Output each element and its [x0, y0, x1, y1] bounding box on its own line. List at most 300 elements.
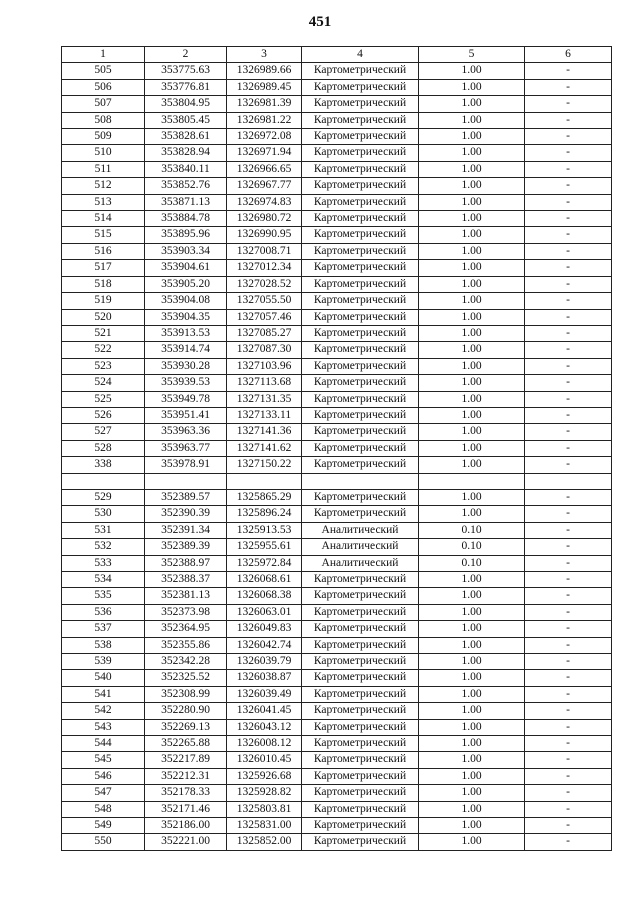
table-row: [62, 834, 612, 850]
table-cell: 1.00: [419, 358, 525, 374]
table-cell: -: [525, 194, 612, 210]
table-cell: [419, 473, 525, 489]
table-cell: 1.00: [419, 834, 525, 850]
table-cell: 352364.95: [145, 621, 227, 637]
table-cell: 1327150.22: [227, 457, 302, 473]
table-cell: -: [525, 719, 612, 735]
table-cell: 1.00: [419, 621, 525, 637]
table-row: [62, 407, 612, 423]
table-cell: Картометрический: [302, 325, 419, 341]
table-cell: 0.10: [419, 539, 525, 555]
table-cell: 1.00: [419, 424, 525, 440]
table-cell: 353828.61: [145, 129, 227, 145]
table-cell: 1326967.77: [227, 178, 302, 194]
table-cell: 353828.94: [145, 145, 227, 161]
table-cell: 1326971.94: [227, 145, 302, 161]
table-cell: 1.00: [419, 506, 525, 522]
table-cell: 1327133.11: [227, 407, 302, 423]
table-row: [62, 555, 612, 571]
table-cell: 524: [62, 375, 145, 391]
table-cell: 539: [62, 654, 145, 670]
table-cell: 1326974.83: [227, 194, 302, 210]
table-cell: 549: [62, 818, 145, 834]
table-cell: Аналитический: [302, 539, 419, 555]
table-cell: 1327008.71: [227, 243, 302, 259]
table-cell: 525: [62, 391, 145, 407]
table-cell: 352389.57: [145, 489, 227, 505]
table-cell: 550: [62, 834, 145, 850]
table-cell: -: [525, 457, 612, 473]
table-cell: 1.00: [419, 293, 525, 309]
table-cell: -: [525, 243, 612, 259]
table-cell: 1.00: [419, 211, 525, 227]
table-cell: 1.00: [419, 145, 525, 161]
table-cell: Аналитический: [302, 555, 419, 571]
table-cell: -: [525, 276, 612, 292]
table-cell: -: [525, 637, 612, 653]
table-cell: -: [525, 654, 612, 670]
table-cell: -: [525, 63, 612, 79]
table-cell: Картометрический: [302, 686, 419, 702]
table-cell: Картометрический: [302, 96, 419, 112]
table-cell: 1.00: [419, 96, 525, 112]
table-cell: -: [525, 407, 612, 423]
table-cell: -: [525, 752, 612, 768]
table-cell: 1326989.66: [227, 63, 302, 79]
table-cell: 1325896.24: [227, 506, 302, 522]
table-cell: 1.00: [419, 588, 525, 604]
table-cell: Картометрический: [302, 768, 419, 784]
table-cell: 541: [62, 686, 145, 702]
table-row: [62, 391, 612, 407]
table-cell: 1327103.96: [227, 358, 302, 374]
table-cell: 519: [62, 293, 145, 309]
table-cell: -: [525, 686, 612, 702]
table-cell: 543: [62, 719, 145, 735]
table-cell: 523: [62, 358, 145, 374]
table-row: [62, 818, 612, 834]
table-cell: Картометрический: [302, 260, 419, 276]
table-cell: Картометрический: [302, 161, 419, 177]
table-cell: -: [525, 670, 612, 686]
table-row: [62, 309, 612, 325]
table-cell: Картометрический: [302, 342, 419, 358]
table-cell: 352280.90: [145, 703, 227, 719]
table-cell: 534: [62, 571, 145, 587]
table-cell: 1.00: [419, 818, 525, 834]
table-cell: 1326063.01: [227, 604, 302, 620]
table-cell: 1.00: [419, 243, 525, 259]
table-cell: 1325928.82: [227, 785, 302, 801]
table-cell: Картометрический: [302, 309, 419, 325]
table-cell: Картометрический: [302, 227, 419, 243]
table-cell: 352265.88: [145, 736, 227, 752]
table-cell: 353963.77: [145, 440, 227, 456]
table-cell: Картометрический: [302, 194, 419, 210]
table-cell: -: [525, 112, 612, 128]
table-cell: 338: [62, 457, 145, 473]
table-cell: 1327141.62: [227, 440, 302, 456]
table-row: [62, 719, 612, 735]
table-cell: 1.00: [419, 703, 525, 719]
table-cell: 353904.35: [145, 309, 227, 325]
table-cell: 510: [62, 145, 145, 161]
table-cell: 516: [62, 243, 145, 259]
table-cell: -: [525, 309, 612, 325]
table-cell: 1.00: [419, 686, 525, 702]
table-cell: 352325.52: [145, 670, 227, 686]
table-row: [62, 211, 612, 227]
table-cell: 1.00: [419, 440, 525, 456]
table-row: [62, 63, 612, 79]
table-cell: 1.00: [419, 375, 525, 391]
table-cell: 352373.98: [145, 604, 227, 620]
table-cell: [525, 473, 612, 489]
table-cell: -: [525, 604, 612, 620]
table-row: [62, 506, 612, 522]
table-row: [62, 736, 612, 752]
table-cell: -: [525, 555, 612, 571]
table-cell: Картометрический: [302, 112, 419, 128]
table-cell: 538: [62, 637, 145, 653]
table-cell: 352186.00: [145, 818, 227, 834]
table-cell: 531: [62, 522, 145, 538]
table-cell: 353805.45: [145, 112, 227, 128]
table-cell: 353840.11: [145, 161, 227, 177]
table-cell: 1326966.65: [227, 161, 302, 177]
table-row: [62, 670, 612, 686]
table-cell: Картометрический: [302, 637, 419, 653]
table-cell: 353852.76: [145, 178, 227, 194]
table-cell: Картометрический: [302, 375, 419, 391]
table-cell: 353913.53: [145, 325, 227, 341]
table-cell: 546: [62, 768, 145, 784]
table-cell: 1327028.52: [227, 276, 302, 292]
table-cell: 352388.97: [145, 555, 227, 571]
table-cell: 1326039.79: [227, 654, 302, 670]
table-cell: 1.00: [419, 785, 525, 801]
table-cell: Картометрический: [302, 424, 419, 440]
table-cell: 352212.31: [145, 768, 227, 784]
table-row: [62, 145, 612, 161]
table-cell: 1.00: [419, 325, 525, 341]
table-cell: Картометрический: [302, 834, 419, 850]
table-cell: 1325926.68: [227, 768, 302, 784]
table-cell: -: [525, 785, 612, 801]
table-cell: 1325913.53: [227, 522, 302, 538]
table-cell: 353895.96: [145, 227, 227, 243]
table-cell: Картометрический: [302, 79, 419, 95]
table-cell: Картометрический: [302, 719, 419, 735]
table-cell: Картометрический: [302, 818, 419, 834]
table-cell: 1.00: [419, 489, 525, 505]
table-row: [62, 424, 612, 440]
table-cell: 1326990.95: [227, 227, 302, 243]
table-cell: 1325852.00: [227, 834, 302, 850]
table-cell: 1327057.46: [227, 309, 302, 325]
table-cell: Картометрический: [302, 571, 419, 587]
table-cell: 1.00: [419, 457, 525, 473]
table-row: [62, 457, 612, 473]
table-cell: 353905.20: [145, 276, 227, 292]
table-cell: 514: [62, 211, 145, 227]
table-cell: 1326980.72: [227, 211, 302, 227]
table-cell: 1.00: [419, 129, 525, 145]
table-cell: 353951.41: [145, 407, 227, 423]
table-row: [62, 752, 612, 768]
table-cell: Картометрический: [302, 440, 419, 456]
column-header: 6: [525, 47, 612, 63]
table-cell: 1327087.30: [227, 342, 302, 358]
table-cell: 533: [62, 555, 145, 571]
table-cell: 536: [62, 604, 145, 620]
table-cell: -: [525, 571, 612, 587]
table-cell: -: [525, 375, 612, 391]
table-row: [62, 358, 612, 374]
table-body: [62, 63, 612, 850]
table-cell: 1327055.50: [227, 293, 302, 309]
table-row: [62, 621, 612, 637]
column-header: 3: [227, 47, 302, 63]
table-cell: Картометрический: [302, 588, 419, 604]
table-cell: 1325803.81: [227, 801, 302, 817]
table-cell: -: [525, 801, 612, 817]
table-cell: 532: [62, 539, 145, 555]
table-cell: 542: [62, 703, 145, 719]
table-cell: 353904.08: [145, 293, 227, 309]
table-cell: Картометрический: [302, 457, 419, 473]
table-cell: -: [525, 621, 612, 637]
table-cell: -: [525, 227, 612, 243]
table-cell: 1.00: [419, 571, 525, 587]
table-row: [62, 342, 612, 358]
table-cell: -: [525, 440, 612, 456]
table-cell: -: [525, 260, 612, 276]
table-cell: 505: [62, 63, 145, 79]
table-cell: [145, 473, 227, 489]
table-cell: 353884.78: [145, 211, 227, 227]
table-row: [62, 637, 612, 653]
table-cell: Картометрический: [302, 145, 419, 161]
column-header: 2: [145, 47, 227, 63]
table-row: [62, 703, 612, 719]
table-cell: -: [525, 588, 612, 604]
table-cell: 1.00: [419, 227, 525, 243]
table-cell: Картометрический: [302, 801, 419, 817]
table-cell: 1.00: [419, 670, 525, 686]
table-row: [62, 260, 612, 276]
table-cell: -: [525, 129, 612, 145]
table-cell: [302, 473, 419, 489]
table-cell: 1325831.00: [227, 818, 302, 834]
table-cell: 1326068.38: [227, 588, 302, 604]
column-header: 4: [302, 47, 419, 63]
table-cell: 1.00: [419, 801, 525, 817]
table-row: [62, 129, 612, 145]
table-cell: 1326972.08: [227, 129, 302, 145]
table-cell: 1.00: [419, 260, 525, 276]
table-row: [62, 801, 612, 817]
table-cell: 512: [62, 178, 145, 194]
table-cell: 530: [62, 506, 145, 522]
table-cell: 353776.81: [145, 79, 227, 95]
table-cell: 547: [62, 785, 145, 801]
table-row: [62, 96, 612, 112]
table-cell: 353903.34: [145, 243, 227, 259]
table-cell: 353871.13: [145, 194, 227, 210]
table-header: [62, 47, 612, 63]
table-cell: 353930.28: [145, 358, 227, 374]
table-cell: Картометрический: [302, 211, 419, 227]
table-cell: 0.10: [419, 522, 525, 538]
table-cell: 1.00: [419, 342, 525, 358]
table-cell: -: [525, 325, 612, 341]
table-cell: Картометрический: [302, 276, 419, 292]
table-cell: 513: [62, 194, 145, 210]
table-cell: 535: [62, 588, 145, 604]
table-cell: 522: [62, 342, 145, 358]
table-cell: 540: [62, 670, 145, 686]
table-cell: Картометрический: [302, 670, 419, 686]
table-row: [62, 686, 612, 702]
table-cell: -: [525, 489, 612, 505]
table-cell: 352390.39: [145, 506, 227, 522]
coordinates-table: [61, 46, 612, 851]
table-cell: Картометрический: [302, 604, 419, 620]
table-cell: 1327131.35: [227, 391, 302, 407]
table-cell: 1326989.45: [227, 79, 302, 95]
table-cell: -: [525, 79, 612, 95]
table-cell: 353775.63: [145, 63, 227, 79]
header-row: [62, 47, 612, 63]
table-cell: 1326042.74: [227, 637, 302, 653]
table-cell: Картометрический: [302, 129, 419, 145]
table-cell: -: [525, 768, 612, 784]
table-cell: 1.00: [419, 719, 525, 735]
table-cell: -: [525, 522, 612, 538]
table-cell: 1326038.87: [227, 670, 302, 686]
table-cell: 507: [62, 96, 145, 112]
table-cell: Картометрический: [302, 178, 419, 194]
table-cell: 529: [62, 489, 145, 505]
table-row: [62, 276, 612, 292]
table-cell: Картометрический: [302, 293, 419, 309]
table-row: [62, 243, 612, 259]
table-cell: -: [525, 342, 612, 358]
table-row: [62, 571, 612, 587]
table-row: [62, 539, 612, 555]
table-cell: 1.00: [419, 112, 525, 128]
table-cell: -: [525, 703, 612, 719]
table-cell: 1325972.84: [227, 555, 302, 571]
table-cell: 352221.00: [145, 834, 227, 850]
table-cell: Картометрический: [302, 391, 419, 407]
table-cell: Картометрический: [302, 407, 419, 423]
table-cell: 1.00: [419, 654, 525, 670]
table-row: [62, 325, 612, 341]
table-cell: 537: [62, 621, 145, 637]
table-cell: Картометрический: [302, 489, 419, 505]
page-number: 451: [308, 14, 332, 30]
table-cell: 1327141.36: [227, 424, 302, 440]
table-cell: -: [525, 145, 612, 161]
table-row: [62, 768, 612, 784]
table-cell: 1.00: [419, 736, 525, 752]
table-row: [62, 522, 612, 538]
table-row: [62, 654, 612, 670]
table-row: [62, 79, 612, 95]
table-cell: 515: [62, 227, 145, 243]
table-cell: -: [525, 424, 612, 440]
table-row: [62, 293, 612, 309]
table-cell: Картометрический: [302, 506, 419, 522]
table-cell: 0.10: [419, 555, 525, 571]
table-row: [62, 785, 612, 801]
table-cell: [62, 473, 145, 489]
table-row: [62, 112, 612, 128]
table-cell: 1326068.61: [227, 571, 302, 587]
table-cell: 1.00: [419, 752, 525, 768]
table-row: [62, 194, 612, 210]
table-cell: 352178.33: [145, 785, 227, 801]
table-cell: 352391.34: [145, 522, 227, 538]
table-cell: 353904.61: [145, 260, 227, 276]
table-cell: 544: [62, 736, 145, 752]
table-cell: -: [525, 96, 612, 112]
table-cell: Картометрический: [302, 785, 419, 801]
table-cell: 548: [62, 801, 145, 817]
table-cell: Картометрический: [302, 358, 419, 374]
table-cell: 1.00: [419, 79, 525, 95]
table-cell: 1326043.12: [227, 719, 302, 735]
table-cell: Картометрический: [302, 243, 419, 259]
table-cell: 352389.39: [145, 539, 227, 555]
table-cell: 352308.99: [145, 686, 227, 702]
table-cell: 1.00: [419, 407, 525, 423]
table-cell: 1.00: [419, 637, 525, 653]
table-cell: -: [525, 539, 612, 555]
table-cell: 353804.95: [145, 96, 227, 112]
table-cell: [227, 473, 302, 489]
table-cell: 526: [62, 407, 145, 423]
table-cell: 1.00: [419, 194, 525, 210]
table-row: [62, 588, 612, 604]
table-row: [62, 489, 612, 505]
table-cell: 511: [62, 161, 145, 177]
table-row: [62, 375, 612, 391]
table-cell: 508: [62, 112, 145, 128]
table-cell: 1.00: [419, 391, 525, 407]
table-cell: 1.00: [419, 276, 525, 292]
table-cell: 517: [62, 260, 145, 276]
table-cell: -: [525, 506, 612, 522]
table-cell: 520: [62, 309, 145, 325]
column-header: 1: [62, 47, 145, 63]
table-cell: 1.00: [419, 178, 525, 194]
table-row: [62, 227, 612, 243]
table-cell: 353978.91: [145, 457, 227, 473]
table-cell: 352388.37: [145, 571, 227, 587]
table-cell: 1327113.68: [227, 375, 302, 391]
table-cell: 1326010.45: [227, 752, 302, 768]
table-cell: 1326981.22: [227, 112, 302, 128]
table-cell: 521: [62, 325, 145, 341]
table-cell: 1327085.27: [227, 325, 302, 341]
table-cell: 506: [62, 79, 145, 95]
table-cell: -: [525, 834, 612, 850]
table-row: [62, 604, 612, 620]
table-cell: 1.00: [419, 161, 525, 177]
